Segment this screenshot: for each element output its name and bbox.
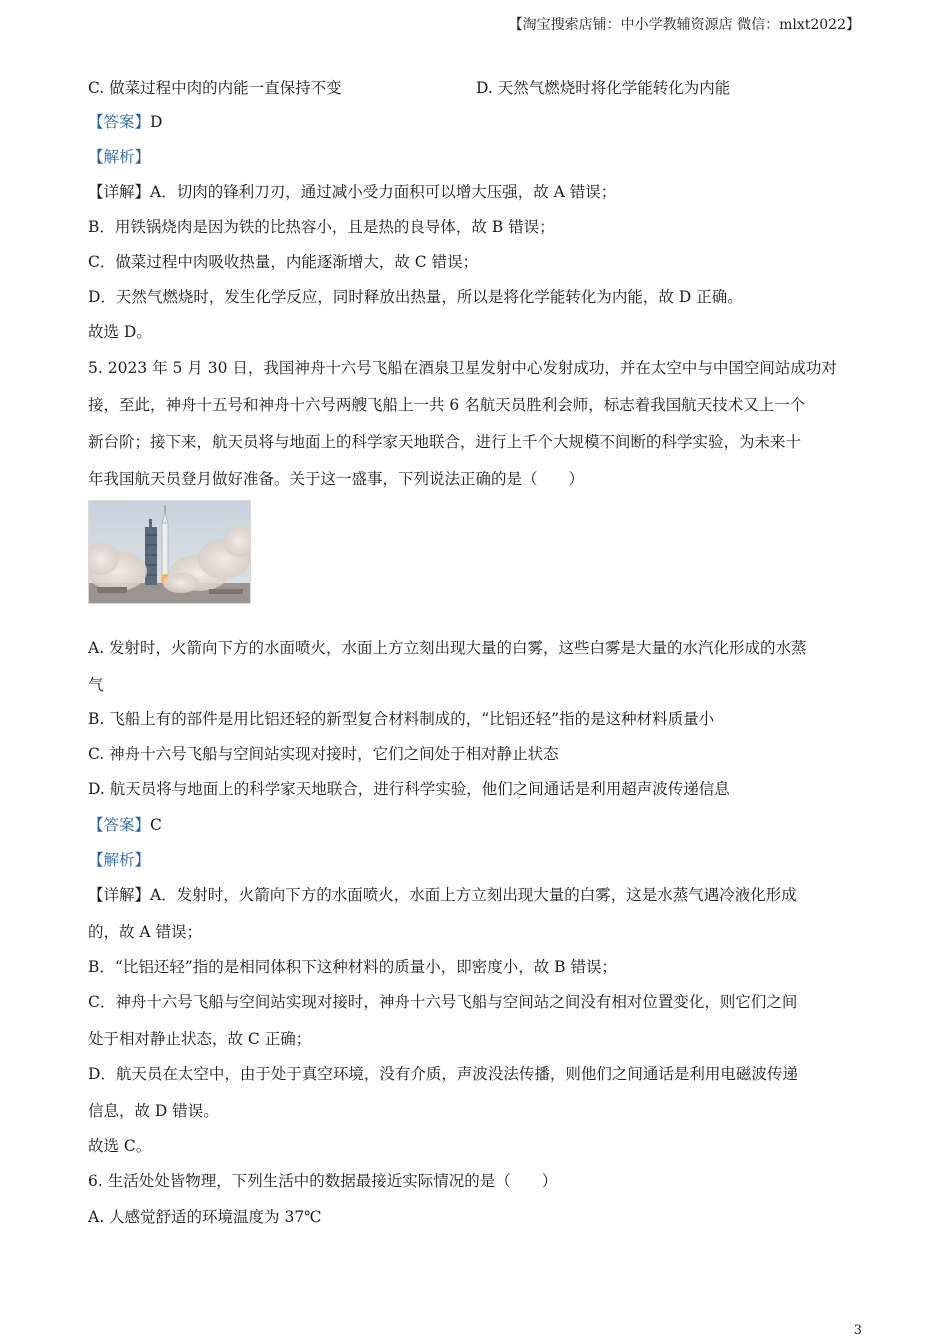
answer-tag: 【答案】	[88, 113, 151, 131]
q4-detail-a-line	[88, 181, 868, 203]
q4-analysis-tag: 【解析】	[88, 148, 151, 166]
detail-tag: 【详解】	[88, 183, 151, 201]
q4-detail-c: C．做菜过程中肉吸收热量，内能逐渐增大，故 C 错误；	[88, 253, 479, 271]
q4-option-c: C. 做菜过程中肉的内能一直保持不变	[88, 79, 342, 97]
detail-tag: 【详解】	[88, 886, 151, 904]
q5-stem-line-1: 5. 2023 年 5 月 30 日，我国神舟十六号飞船在酒泉卫星发射中心发射成功，并在太空中与中国空间站成功对	[88, 359, 837, 377]
q5-answer-line	[88, 814, 868, 836]
q5-option-c: C. 神舟十六号飞船与空间站实现对接时，它们之间处于相对静止状态	[88, 745, 559, 763]
answer-tag: 【答案】	[88, 816, 151, 834]
q5-detail-a-1: A．发射时，火箭向下方的水面喷火，水面上方立刻出现大量的白雾，这是水蒸气遇冷液化形成	[150, 886, 797, 904]
q5-detail-d-line-1: D．航天员在太空中，由于处于真空环境，没有介质，声波没法传播，则他们之间通话是利用电磁波传递	[88, 1065, 798, 1083]
q5-option-a-line-1: A. 发射时，火箭向下方的水面喷火，水面上方立刻出现大量的白雾，这些白雾是大量的水汽化形成的水蒸	[88, 639, 807, 657]
q5-answer: C	[150, 816, 162, 834]
q6-stem: 6. 生活处处皆物理，下列生活中的数据最接近实际情况的是（ ）	[88, 1172, 558, 1190]
q4-detail-d: D．天然气燃烧时，发生化学反应，同时释放出热量，所以是将化学能转化为内能，故 D 正确。	[88, 288, 743, 306]
q5-option-b: B. 飞船上有的部件是用比铝还轻的新型复合材料制成的，“比铝还轻”指的是这种材料质量小	[88, 710, 715, 728]
rocket-launch-photo	[88, 500, 251, 604]
page-number: 3	[853, 1323, 862, 1338]
q4-conclusion: 故选 D。	[88, 323, 152, 341]
q4-answer-line	[88, 111, 868, 133]
q5-stem-line-2: 接，至此，神舟十五号和神舟十六号两艘飞船上一共 6 名航天员胜利会师，标志着我国航天技术又上一个	[88, 396, 806, 414]
q5-stem-line-4: 年我国航天员登月做好准备。关于这一盛事，下列说法正确的是（ ）	[88, 470, 585, 488]
q5-detail-b: B．“比铝还轻”指的是相同体积下这种材料的质量小，即密度小，故 B 错误；	[88, 958, 617, 976]
page-header: 【淘宝搜索店铺：中小学教辅资源店 微信：mlxt2022】	[508, 17, 860, 33]
q5-option-d: D. 航天员将与地面上的科学家天地联合，进行科学实验，他们之间通话是利用超声波传递信息	[88, 780, 730, 798]
q4-detail-b: B．用铁锅烧肉是因为铁的比热容小，且是热的良导体，故 B 错误；	[88, 218, 555, 236]
q4-detail-a: A．切肉的锋利刀刃，通过减小受力面积可以增大压强，故 A 错误；	[150, 183, 617, 201]
q5-conclusion: 故选 C。	[88, 1137, 152, 1155]
q6-option-a: A. 人感觉舒适的环境温度为 37℃	[88, 1208, 322, 1226]
q5-detail-c-line-1: C．神舟十六号飞船与空间站实现对接时，神舟十六号飞船与空间站之间没有相对位置变化，则它们之间	[88, 993, 798, 1011]
q5-detail-a-line-1	[88, 884, 868, 906]
q4-answer: D	[150, 113, 163, 131]
q5-detail-d-line-2: 信息，故 D 错误。	[88, 1102, 219, 1120]
q5-stem-line-3: 新台阶；接下来，航天员将与地面上的科学家天地联合，进行上千个大规模不间断的科学实验，为未来十	[88, 433, 802, 451]
q5-option-a-line-2: 气	[88, 676, 104, 694]
q5-detail-a-line-2: 的，故 A 错误；	[88, 923, 203, 941]
q5-analysis-tag: 【解析】	[88, 851, 151, 869]
q5-detail-c-line-2: 处于相对静止状态，故 C 正确；	[88, 1030, 312, 1048]
q4-option-d: D. 天然气燃烧时将化学能转化为内能	[476, 79, 731, 97]
